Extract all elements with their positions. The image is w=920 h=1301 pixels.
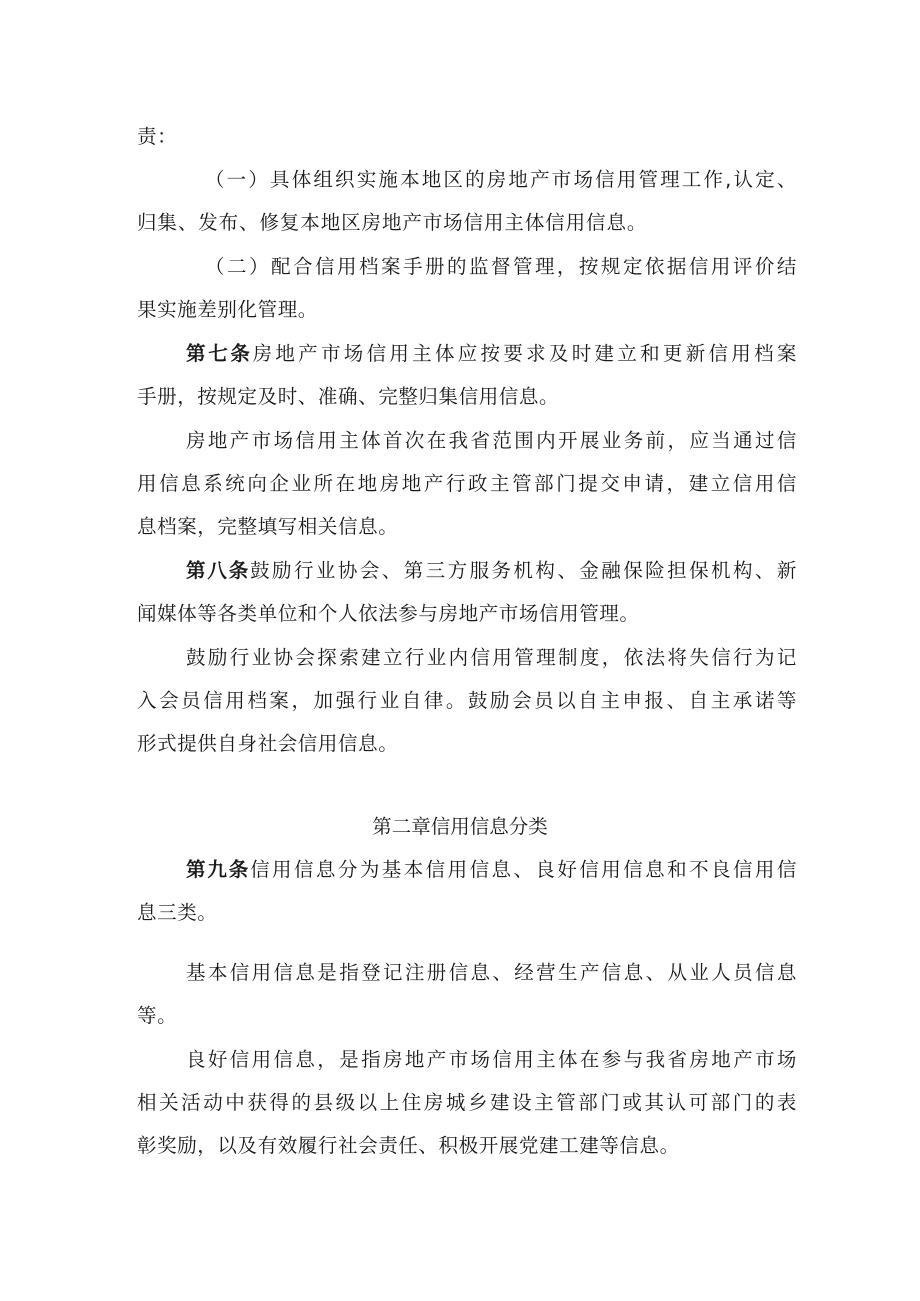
text-line: 归集、发布、修复本地区房地产市场信用主体信用信息。 xyxy=(137,211,647,234)
text-line: 彰奖励，以及有效履行社会责任、积极开展党建工建等信息。 xyxy=(137,1134,680,1157)
text-line: 息档案，完整填写相关信息。 xyxy=(137,515,399,538)
text-line: 手册，按规定及时、准确、完整归集信用信息。 xyxy=(137,385,560,408)
chapter-title: 第二章信用信息分类 xyxy=(372,815,548,838)
article-9-number: 第九条 xyxy=(186,858,251,881)
article-9-text: 信用信息分为基本信用信息、良好信用信息和不良信用信 xyxy=(250,858,797,881)
text-line: 闻媒体等各类单位和个人依法参与房地产市场信用管理。 xyxy=(137,602,640,625)
text-line: 鼓励行业协会探索建立行业内信用管理制度，依法将失信行为记 xyxy=(186,646,797,669)
article-8-text: 鼓励行业协会、第三方服务机构、金融保险担保机构、新 xyxy=(250,559,797,582)
text-line: 基本信用信息是指登记注册信息、经营生产信息、从业人员信息 xyxy=(186,961,797,984)
text-line: 相关活动中获得的县级以上住房城乡建设主管部门或其认可部门的表 xyxy=(137,1091,797,1114)
text-line: 良好信用信息，是指房地产市场信用主体在参与我省房地产市场 xyxy=(186,1048,797,1071)
text-line: （一）具体组织实施本地区的房地产市场信用管理工作,认定、 xyxy=(205,168,797,191)
text-line: 责： xyxy=(137,125,178,148)
text-line: 房地产市场信用主体首次在我省范围内开展业务前，应当通过信 xyxy=(186,429,797,452)
article-9-line xyxy=(186,855,797,885)
article-7-text: 房地产市场信用主体应按要求及时建立和更新信用档案 xyxy=(252,342,797,365)
article-7-line xyxy=(186,339,797,369)
text-line: （二）配合信用档案手册的监督管理，按规定依据信用评价结 xyxy=(205,255,797,278)
text-line: 用信息系统向企业所在地房地产行政主管部门提交申请，建立信用信 xyxy=(137,472,797,495)
article-8-number: 第八条 xyxy=(186,559,251,582)
article-7-number: 第七条 xyxy=(186,342,253,365)
text-line: 等。 xyxy=(137,1004,178,1027)
text-line: 息三类。 xyxy=(137,901,218,924)
text-line: 果实施差别化管理。 xyxy=(137,298,318,321)
text-line: 入会员信用档案，加强行业自律。鼓励会员以自主申报、自主承诺等 xyxy=(137,689,797,712)
article-8-line xyxy=(186,556,797,586)
text-line: 形式提供自身社会信用信息。 xyxy=(137,732,399,755)
